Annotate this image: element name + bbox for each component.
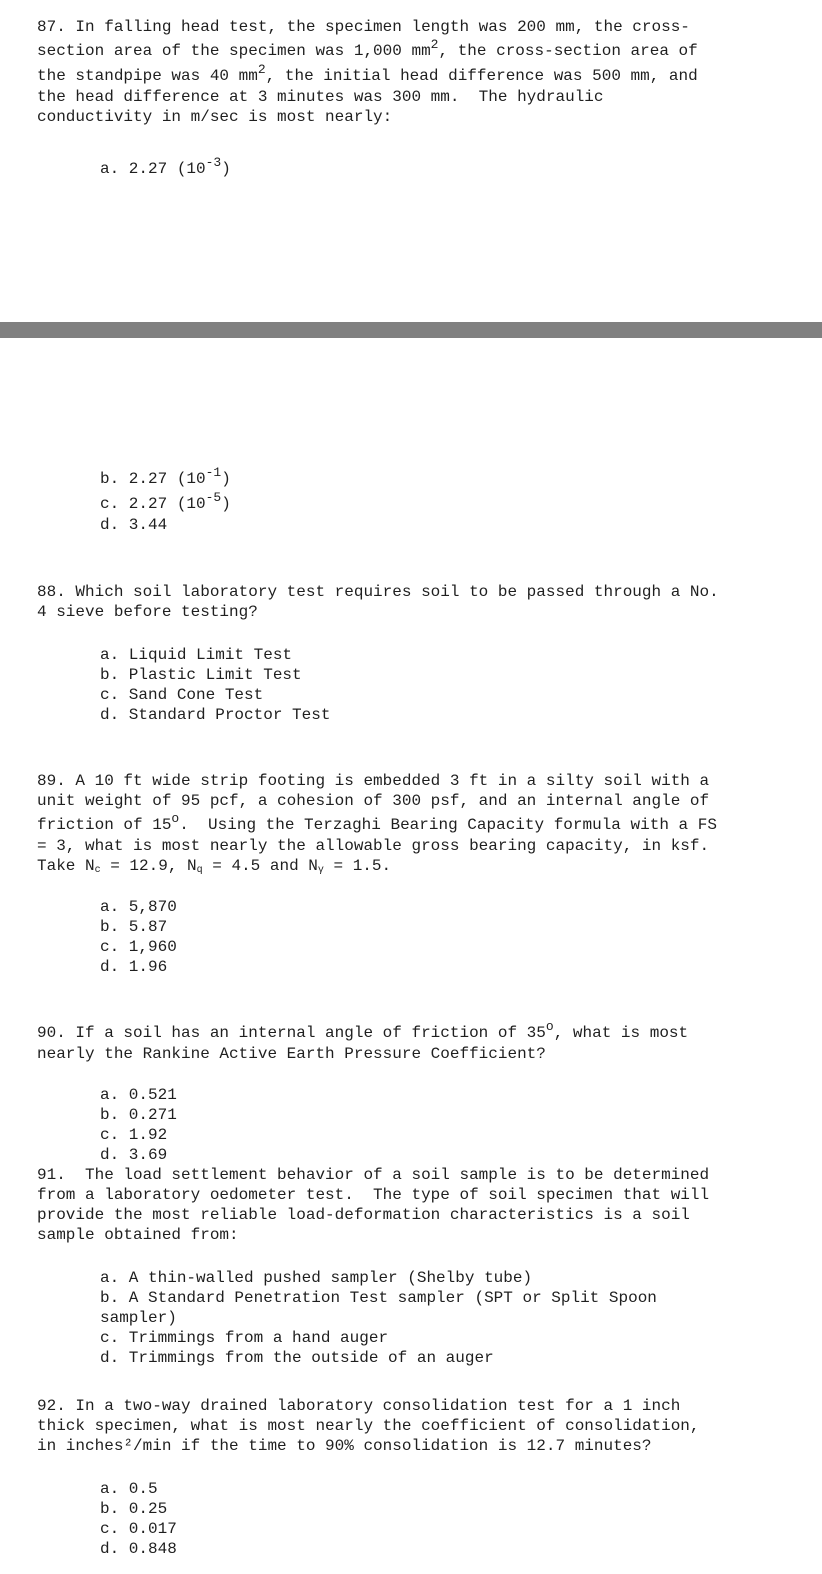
question-87-option-b: b. 2.27 $(10^{-1})$ — [100, 465, 231, 488]
question-89-option-d: d. 1.96 — [100, 958, 168, 976]
question-87-option-a: a. 2.27 $(10^{-3})$ — [100, 155, 231, 178]
question-90-line-2: nearly the Rankine Active Earth Pressure Coefficient? — [37, 1045, 546, 1063]
superscript: 2 — [257, 62, 266, 77]
question-87-option-d: d. 3.44 — [100, 516, 168, 534]
question-87-options-continued — [100, 465, 800, 535]
question-91-options — [100, 1268, 800, 1368]
question-89-line-2: unit weight of 95 pcf, a cohesion of 300 psf, and an internal angle of — [37, 792, 710, 810]
question-92-options — [100, 1479, 800, 1559]
question-89-option-c: c. 1,960 — [100, 938, 177, 956]
question-89-line-1: 89. A 10 ft wide strip footing is embedded 3 ft in a silty soil with a — [37, 772, 710, 790]
question-90-stem — [37, 1019, 807, 1064]
question-89-options — [100, 897, 800, 977]
question-87-line-4: the head difference at 3 minutes was 300 mm. The hydraulic — [37, 88, 604, 106]
question-91-line-4: sample obtained from: — [37, 1226, 239, 1244]
question-91-option-d: d. Trimmings from the outside of an auger — [100, 1349, 494, 1367]
question-92-option-d: d. 0.848 — [100, 1540, 177, 1558]
question-88-option-c: c. Sand Cone Test — [100, 686, 264, 704]
question-90-option-c: c. 1.92 — [100, 1126, 168, 1144]
question-92-line-3: in inches²/min if the time to 90% consolidation is 12.7 minutes? — [37, 1437, 652, 1455]
question-90-options — [100, 1085, 800, 1165]
question-88-option-b: b. Plastic Limit Test — [100, 666, 302, 684]
question-89-option-b: b. 5.87 — [100, 918, 168, 936]
question-92-line-1: 92. In a two-way drained laboratory consolidation test for a 1 inch — [37, 1397, 681, 1415]
question-91-line-3: provide the most reliable load-deformation characteristics is a soil — [37, 1206, 690, 1224]
question-90-line-1: 90. If a soil has an internal angle of friction of 35$^o$, what is most — [37, 1019, 689, 1042]
question-90-option-d: d. 3.69 — [100, 1146, 168, 1164]
question-89-line-3: friction of 15$^o$. Using the Terzaghi Bearing Capacity formula with a FS — [37, 811, 717, 834]
question-87-option-c: c. 2.27 $(10^{-5})$ — [100, 490, 231, 513]
question-91-option-a: a. A thin-walled pushed sampler (Shelby tube) — [100, 1269, 533, 1287]
question-87-stem — [37, 17, 807, 127]
superscript: 2 — [430, 37, 439, 52]
question-91-line-1: 91. The load settlement behavior of a soil sample is to be determined — [37, 1166, 710, 1184]
question-88-line-2: 4 sieve before testing? — [37, 603, 258, 621]
question-92-option-c: c. 0.017 — [100, 1520, 177, 1538]
page-break — [0, 322, 822, 338]
question-91-stem — [37, 1165, 807, 1245]
question-88-option-d: d. Standard Proctor Test — [100, 706, 331, 724]
page-2 — [0, 338, 822, 1574]
question-90-option-b: b. 0.271 — [100, 1106, 177, 1124]
question-89-line-4: = 3, what is most nearly the allowable gross bearing capacity, in ksf. — [37, 837, 710, 855]
question-92-option-a: a. 0.5 — [100, 1480, 158, 1498]
question-91-line-2: from a laboratory oedometer test. The type of soil specimen that will — [37, 1186, 710, 1204]
question-87-line-3: the standpipe was 40 $mm^2$, the initial head difference was 500 mm, and — [37, 62, 698, 85]
question-87-line-5: conductivity in m/sec is most nearly: — [37, 108, 393, 126]
question-89-option-a: a. 5,870 — [100, 898, 177, 916]
question-87-line-1: 87. In falling head test, the specimen length was 200 mm, the cross- — [37, 18, 690, 36]
question-92-stem — [37, 1396, 807, 1456]
question-92-line-2: thick specimen, what is most nearly the coefficient of consolidation, — [37, 1417, 700, 1435]
question-90-option-a: a. 0.521 — [100, 1086, 177, 1104]
question-92-option-b: b. 0.25 — [100, 1500, 168, 1518]
question-88-option-a: a. Liquid Limit Test — [100, 646, 293, 664]
question-91-option-b-cont: sampler) — [100, 1309, 177, 1327]
question-88-line-1: 88. Which soil laboratory test requires soil to be passed through a No. — [37, 583, 719, 601]
question-88-stem — [37, 582, 807, 622]
question-91-option-c: c. Trimmings from a hand auger — [100, 1329, 389, 1347]
question-87-line-2: section area of the specimen was 1,000 $mm^2$, the cross-section area of — [37, 37, 698, 60]
question-89-stem — [37, 771, 807, 876]
question-91-option-b: b. A Standard Penetration Test sampler (SPT or Split Spoon — [100, 1289, 657, 1307]
question-88-options — [100, 645, 800, 725]
page-1 — [0, 0, 822, 322]
question-89-line-5: Take $N_c = 12.9$, $N_q = 4.5$ and $N_\gamma = 1.5$. — [37, 857, 392, 876]
